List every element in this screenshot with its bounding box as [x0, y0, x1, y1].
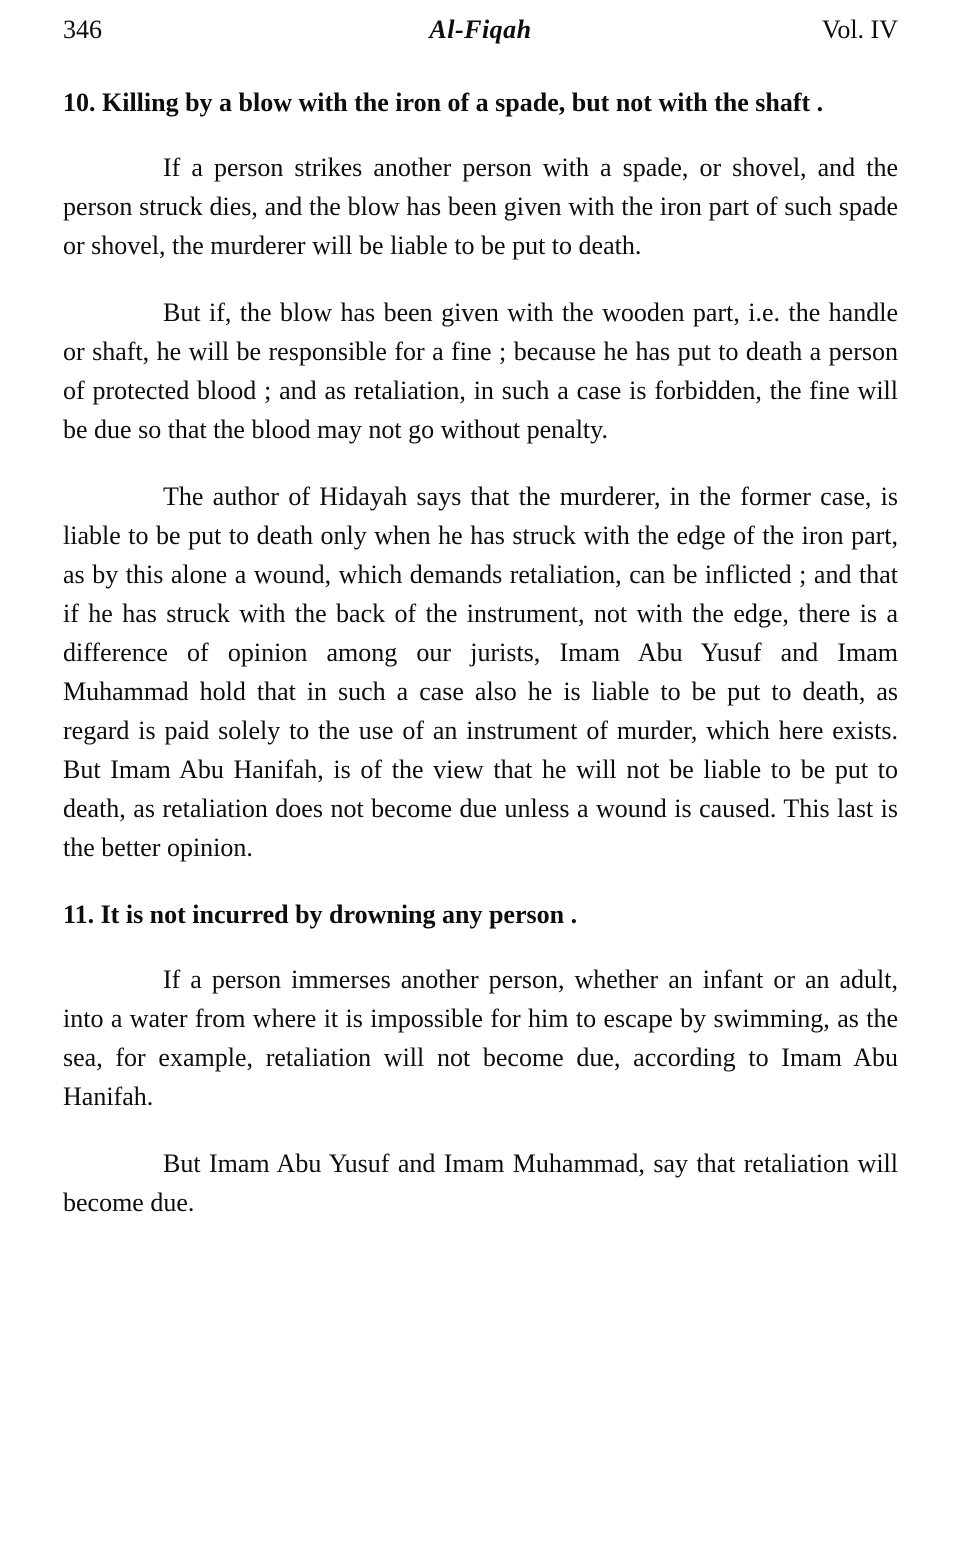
section-10-paragraph-3: The author of Hidayah says that the murderer, in the former case, is liable to be put to death only when he has struck with the edge of the iron part, as by this alone a wound, which demands retaliation, can be inflicted ; and that if he has struck with the back of the instrument, not with the edge, there is a difference of opinion among our jurists, Imam Abu Yusuf and Imam Muhammad hold that in such a case also he is liable to be put to death, as regard is paid solely to the use of an instrument of murder, which here exists. But Imam Abu Hanifah, is of the view that he will not be liable to be put to death, as retaliation does not become due unless a wound is caused. This last is the better opinion.	[63, 482, 898, 862]
section-11-heading: 11. It is not incurred by drowning any person .	[63, 900, 578, 929]
section-10-paragraph-1: If a person strikes another person with a spade, or shovel, and the person struck dies, and the blow has been given with the iron part of such spade or shovel, the murderer will be liable to be put to death.	[63, 153, 898, 260]
section-11-paragraph-2: But Imam Abu Yusuf and Imam Muhammad, say that retaliation will become due.	[63, 1149, 898, 1217]
page-number: 346	[63, 15, 102, 44]
book-title: Al-Fiqah	[429, 15, 532, 44]
section-10-paragraph-2: But if, the blow has been given with the wooden part, i.e. the handle or shaft, he will be responsible for a fine ; because he has put to death a person of protected blood ; and as retaliation, in such a case is forbidden, the fine will be due so that the blood may not go without penalty.	[63, 298, 898, 444]
section-11-paragraph-1: If a person immerses another person, whether an infant or an adult, into a water from where it is impossible for him to escape by swimming, as the sea, for example, retaliation will not become due, according to Imam Abu Hanifah.	[63, 965, 898, 1111]
page-header	[63, 10, 898, 49]
section-11	[63, 895, 898, 1222]
section-10	[63, 83, 898, 867]
section-10-heading: 10. Killing by a blow with the iron of a spade, but not with the shaft .	[63, 88, 824, 117]
volume-label: Vol. IV	[821, 15, 898, 44]
